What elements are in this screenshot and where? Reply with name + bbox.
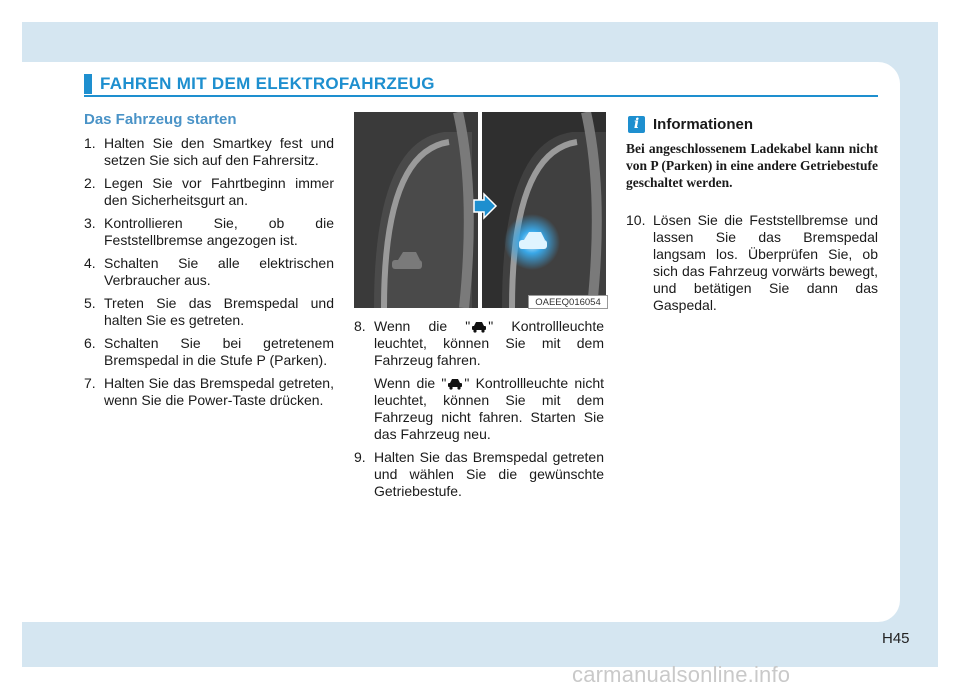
step-number: 10. (626, 212, 646, 228)
step-item (84, 255, 334, 289)
step-text-part: " Kontrollleuchte nicht leuchtet, können Sie mit dem Fahrzeug nicht fahren. Starten Sie das Fahrzeug neu. (374, 375, 604, 442)
step-text: Halten Sie das Bremspedal getreten, wenn Sie die Power-Taste drücken. (104, 375, 334, 408)
watermark-text: carmanualsonline.info (572, 662, 791, 687)
step-number: 9. (354, 449, 366, 465)
step-text: Halten Sie das Bremspedal getreten und wählen Sie die gewünschte Getriebestufe. (374, 449, 604, 499)
step-number: 4. (84, 255, 96, 271)
instrument-cluster-photo (354, 112, 606, 308)
step-item (354, 449, 604, 500)
header-accent-bar (84, 74, 92, 94)
cluster-illustration (354, 112, 606, 308)
right-column (626, 212, 878, 320)
info-header (628, 116, 753, 133)
step-number: 3. (84, 215, 96, 231)
info-title: Informationen (653, 116, 753, 133)
info-icon: i (628, 116, 645, 133)
step-text: Schalten Sie bei getretenem Bremspedal in die Stufe P (Parken). (104, 335, 334, 368)
car-ready-icon (446, 377, 464, 391)
left-column (84, 135, 334, 415)
step-item (626, 212, 878, 314)
middle-column (354, 318, 604, 506)
step-item (354, 318, 604, 369)
step-number: 5. (84, 295, 96, 311)
chapter-title: FAHREN MIT DEM ELEKTROFAHRZEUG (100, 74, 435, 93)
step-continuation (354, 375, 604, 443)
step-item (84, 215, 334, 249)
step-text: Treten Sie das Bremspedal und halten Sie es getreten. (104, 295, 334, 328)
step-item (84, 175, 334, 209)
step-text: Halten Sie den Smartkey fest und setzen Sie sich auf den Fahrersitz. (104, 135, 334, 168)
car-ready-icon (470, 320, 488, 334)
step-text-part: " Kontrollleuchte leuchtet, können Sie mit dem Fahrzeug fahren. (374, 318, 604, 368)
step-number: 1. (84, 135, 96, 151)
step-text: Lösen Sie die Feststellbremse und lassen Sie das Bremspedal langsam los. Überprüfen Sie, ob sich das Fahrzeug vorwärts bewegt, und betätigen Sie dann das Gaspedal. (653, 212, 878, 313)
step-item (84, 295, 334, 329)
step-item (84, 375, 334, 409)
step-number: 8. (354, 318, 366, 334)
section-title: Das Fahrzeug starten (84, 111, 237, 128)
step-text: Legen Sie vor Fahrtbeginn immer den Sicherheitsgurt an. (104, 175, 334, 208)
step-text-part: Wenn die " (374, 375, 447, 391)
header-rule (84, 95, 878, 97)
step-text (374, 318, 604, 369)
step-text: Kontrollieren Sie, ob die Feststellbremse angezogen ist. (104, 215, 334, 248)
step-text-part: Wenn die " (374, 318, 471, 334)
step-number: 6. (84, 335, 96, 351)
photo-code-label: OAEEQ016054 (528, 295, 608, 309)
step-number: 2. (84, 175, 96, 191)
step-item (84, 335, 334, 369)
page-number: H45 (882, 630, 910, 647)
info-text: Bei angeschlossenem Ladekabel kann nicht von P (Parken) in eine andere Getriebestufe geschaltet werden. (626, 141, 878, 190)
step-number: 7. (84, 375, 96, 391)
step-item (84, 135, 334, 169)
step-text: Schalten Sie alle elektrischen Verbraucher aus. (104, 255, 334, 288)
